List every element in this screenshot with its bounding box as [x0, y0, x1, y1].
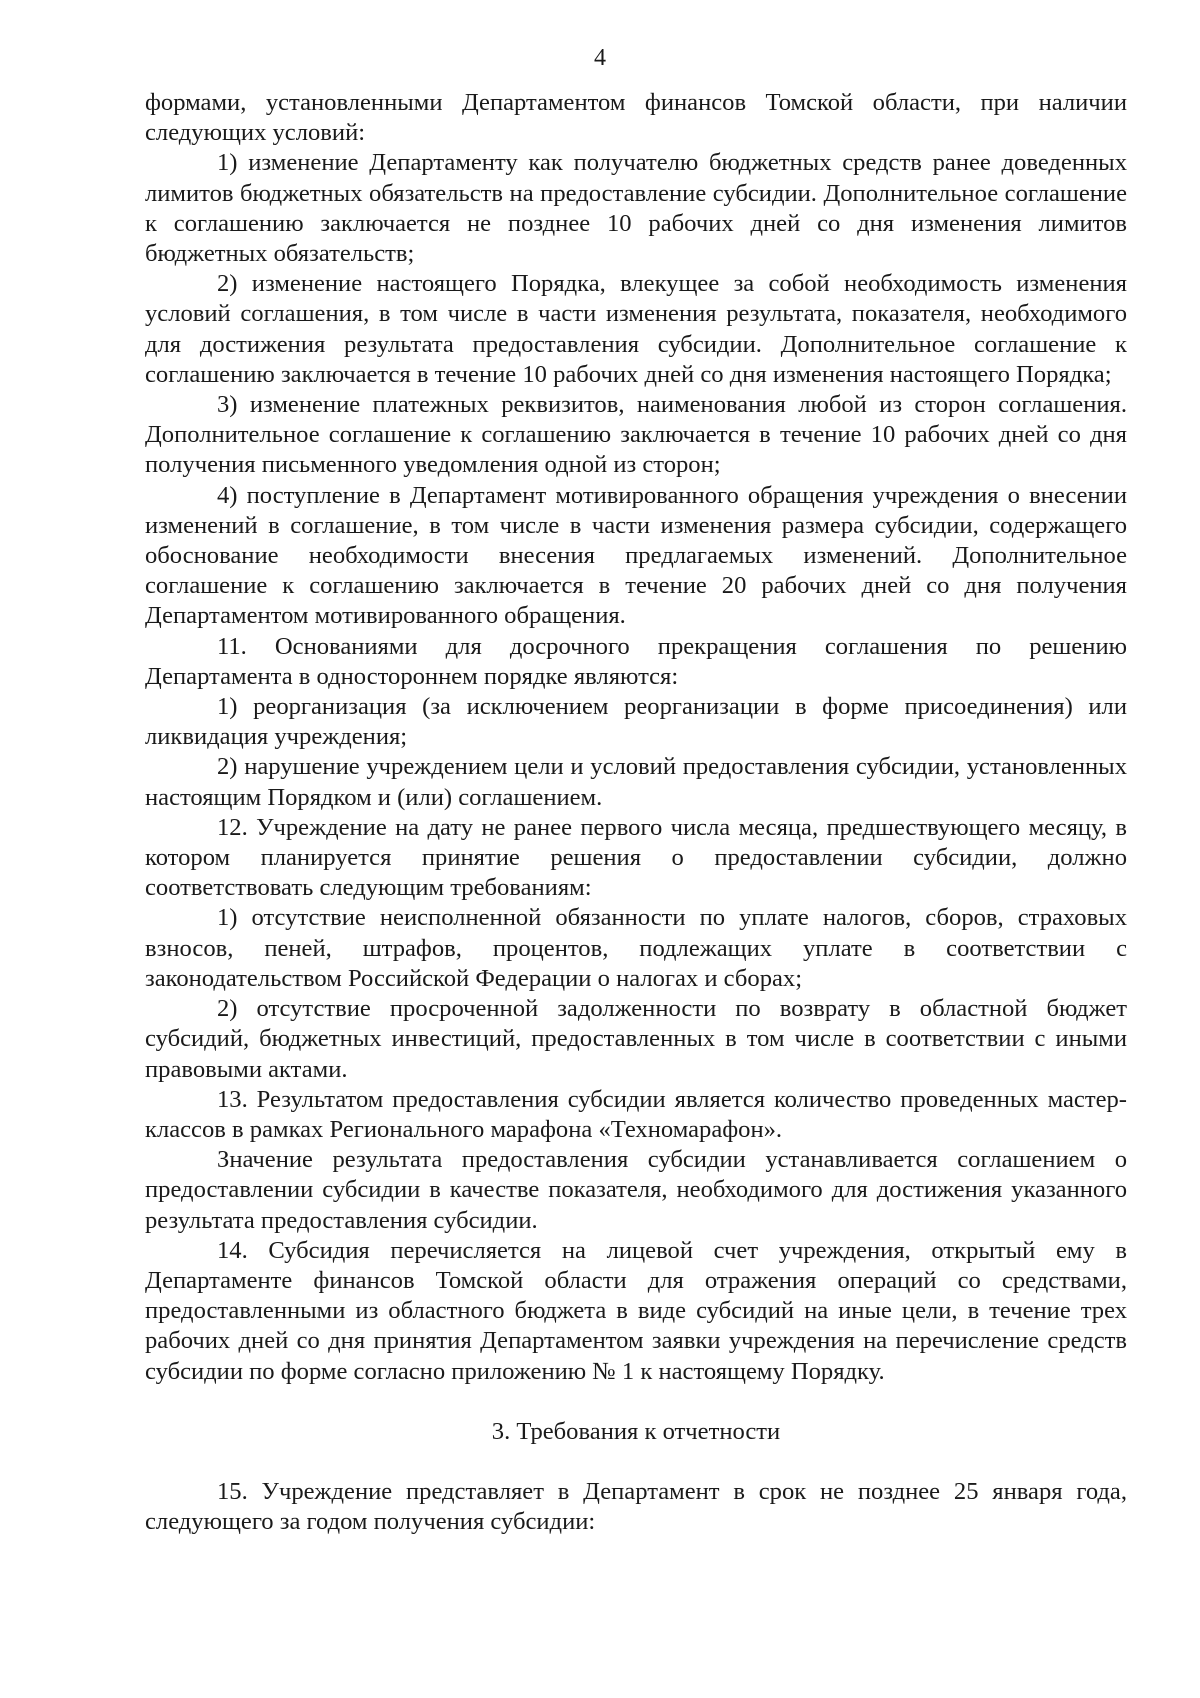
paragraph: 15. Учреждение представляет в Департамент в срок не позднее 25 января года, следующего за годом получения субсидии:	[145, 1477, 1127, 1536]
paragraph: 14. Субсидия перечисляется на лицевой счет учреждения, открытый ему в Департаменте финансов Томской области для отражения операций со средствами, предоставленными из областного бюджета в виде субсидий на иные цели, в течение трех рабочих дней со дня принятия Департаментом заявки учреждения на перечисление средств субсидии по форме согласно приложению № 1 к настоящему Порядку.	[145, 1236, 1127, 1385]
section-heading: 3. Требования к отчетности	[491, 1417, 781, 1445]
paragraph: 1) отсутствие неисполненной обязанности по уплате налогов, сборов, страховых взносов, пеней, штрафов, процентов, подлежащих уплате в соответствии с законодательством Российской Федерации о налогах и сборах;	[145, 904, 1127, 992]
paragraph: формами, установленными Департаментом финансов Томской области, при наличии следующих условий:	[145, 89, 1127, 147]
paragraph: 1) реорганизация (за исключением реорганизации в форме присоединения) или ликвидация учреждения;	[145, 693, 1127, 751]
paragraph: 2) изменение настоящего Порядка, влекущее за собой необходимость изменения условий соглашения, в том числе в части изменения результата, показателя, необходимого для достижения результата предоставления субсидии. Дополнительное соглашение к соглашению заключается в течение 10 рабочих дней со дня изменения настоящего Порядка;	[145, 270, 1127, 388]
paragraph: 11. Основаниями для досрочного прекращения соглашения по решению Департамента в одностороннем порядке являются:	[145, 632, 1127, 690]
paragraph: 2) нарушение учреждением цели и условий предоставления субсидии, установленных настоящим Порядком и (или) соглашением.	[145, 753, 1127, 811]
page-number: 4	[594, 45, 606, 71]
paragraph: 13. Результатом предоставления субсидии является количество проведенных мастер-классов в рамках Регионального марафона «Техномарафон».	[145, 1085, 1127, 1143]
paragraph: 1) изменение Департаменту как получателю бюджетных средств ранее доведенных лимитов бюджетных обязательств на предоставление субсидии. Дополнительное соглашение к соглашению заключается не позднее 10 рабочих дней со дня изменения лимитов бюджетных обязательств;	[145, 149, 1127, 268]
document-body	[145, 88, 1127, 1537]
paragraph: 4) поступление в Департамент мотивированного обращения учреждения о внесении изменений в соглашение, в том числе в части изменения размера субсидии, содержащего обоснование необходимости внесения предлагаемых изменений. Дополнительное соглашение к соглашению заключается в течение 20 рабочих дней со дня получения Департаментом мотивированного обращения.	[145, 481, 1127, 630]
paragraph: Значение результата предоставления субсидии устанавливается соглашением о предоставлении субсидии в качестве показателя, необходимого для достижения указанного результата предоставления субсидии.	[145, 1146, 1127, 1234]
paragraph: 12. Учреждение на дату не ранее первого числа месяца, предшествующего месяцу, в котором планируется принятие решения о предоставлении субсидии, должно соответствовать следующим требованиям:	[145, 813, 1127, 902]
paragraph: 3) изменение платежных реквизитов, наименования любой из сторон соглашения. Дополнительное соглашение к соглашению заключается в течение 10 рабочих дней со дня получения письменного уведомления одной из сторон;	[145, 391, 1127, 479]
paragraph: 2) отсутствие просроченной задолженности по возврату в областной бюджет субсидий, бюджетных инвестиций, предоставленных в том числе в соответствии с иными правовыми актами.	[145, 995, 1127, 1083]
